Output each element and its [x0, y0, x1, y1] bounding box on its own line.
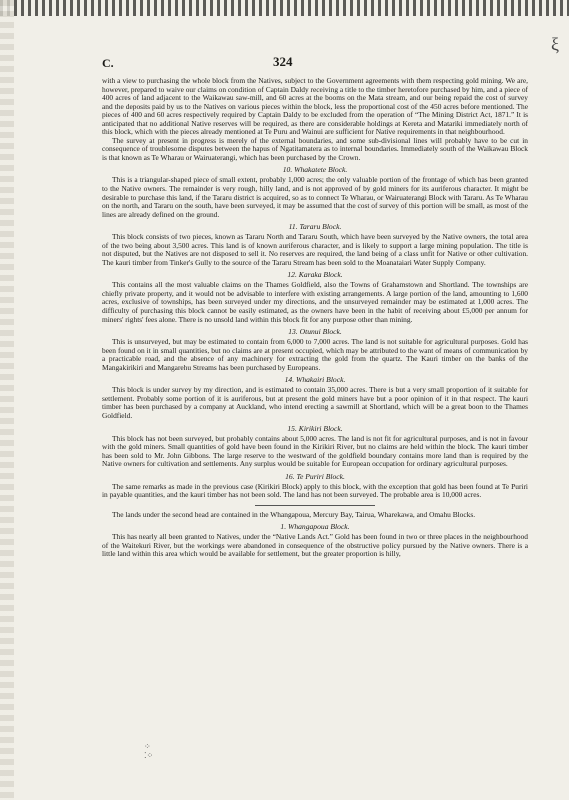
paragraph: This block has not been surveyed, but probably contains about 5,000 acres. The land is not fit for agricultural purposes, and is not in favour with the gold miners. Small quantities of gold have been found in the Kirikiri River, but no claims are held within the block. The kauri timber has been sold to Mr. John Gibbons. The large reserve to the westward of the goldfield boundary contains more land than is required by the Native owners for cultivation and settlements. Any surplus would be suitable for European occupation for ordinary agricultural purposes.: [102, 433, 528, 469]
page-number: 324: [273, 54, 293, 69]
paragraph: The same remarks as made in the previous case (Kirikiri Block) apply to this block, with the exception that gold has been found at Te Puriri in payable quantities, and the kauri timber has not been sold. The land has not been surveyed. The probable area is 10,000 acres.: [102, 481, 528, 500]
scan-edge-left: [0, 0, 14, 800]
section-heading: 15. Kirikiri Block.: [287, 423, 343, 433]
paragraph: This block consists of two pieces, known as Tararu North and Tararu South, which have been surveyed by the Native owners, the total area of the two being about 3,500 acres. This land is of known auriferous character, and is likely to support a large mining population. The title is not disputed, but the Natives are not disposed to sell it. No reserves are required, the land being of a class unfit for Native or other cultivation. The kauri timber from Tinker's Gully to the source of the Tararu Stream has been sold to the Moanataiari Water Supply Company.: [102, 232, 528, 267]
paragraph: with a view to purchasing the whole block from the Natives, subject to the Government agreements with them respecting gold mining. We are, however, prepared to waive our claims on condition of Captain Daldy receiving a title to the timber heretofore purchased by him, and a piece of 400 acres of land adjacent to the Waikawau saw-mill, and 60 acres at the booms on the Mata stream, and our being repaid the cost of survey and the deposits paid by us to the Natives on various pieces within the block, less the proportional cost of the 450 acres before mentioned. The pieces of 400 and 60 acres respectively required by Captain Daldy to be excluded from the operation of “The Mining District Act, 1871.” It is anticipated that no additional Native reserves will be required, as there are considerable holdings at Kereta and Matariki immediately north of this block, which with the pieces already mentioned at Te Puru and Wainui are sufficient for Native requirements in that neighbourhood.: [102, 76, 528, 137]
paragraph: This is a triangular-shaped piece of small extent, probably 1,000 acres; the only valuable portion of the frontage of which has been granted to the Native owners. The remainder is very rough, hilly land, and is not approved of by gold miners for its auriferous character. It might be desirable to purchase this land, if the Tararu district is acquired, so as to connect Te Wharau, or Wairuaterangi Block with Tararu. As Te Wharau on the north, and Tararu on the south, have been surveyed, it may be assumed that the cost of survey of this portion will be small, as most of the lines are already defined on the ground.: [102, 175, 528, 219]
paragraph: The lands under the second head are contained in the Whangapoua, Mercury Bay, Tairua, Wharekawa, and Omahu Blocks.: [112, 509, 476, 519]
paragraph: This block is under survey by my direction, and is estimated to contain 35,000 acres. There is but a very small proportion of it suitable for settlement. Probably some portion of it is auriferous, but at present the gold miners have but a poor opinion of it in that respect. The kauri timber has been purchased by a company at Auckland, who intend erecting a sawmill at Shortland, which will be a great boon to the Thames Goldfield.: [102, 385, 528, 420]
section-heading: 11. Tararu Block.: [288, 222, 342, 232]
section-heading: 10. Whakatete Block.: [282, 165, 348, 175]
section-heading: 14. Whakairi Block.: [284, 375, 346, 385]
page-letter: C.: [102, 56, 114, 70]
paragraph: This contains all the most valuable claims on the Thames Goldfield, also the Towns of Grahamstown and Shortland. The townships are chiefly private property, and it would not be advisable to interfere with existing arrangements. A large portion of the land, amounting to 1,600 acres, exclusive of townships, has been surveyed under my directions, and the unsurveyed remainder may be estimated at 1,000 acres. The difficulty of purchasing this block cannot be easily estimated, as the owners have been in the habit of receiving about £5,000 per annum for miners' rights' fees alone. There is no unsold land within this block fit for any purpose other than mining.: [102, 280, 528, 324]
section-heading: 1. Whangapoua Block.: [280, 522, 350, 532]
section-heading: 16. Te Puriri Block.: [285, 471, 345, 481]
scan-speckle: ⁘ ⁚⁘: [144, 742, 154, 760]
section-heading: 13. Otunui Block.: [288, 327, 342, 337]
paragraph: This is unsurveyed, but may be estimated to contain from 6,000 to 7,000 acres. The land is not suitable for agricultural purposes. Gold has been found on it in small quantities, but no claims are at present occupied, which may be attributed to the want of means of communication by a practicable road, and the absence of any machinery for extracting the gold from the quartz. The Kauri timber on the banks of the Mangakirikiri and Mangarehu Streams has been purchased by Europeans.: [102, 337, 528, 372]
scan-edge-top: [0, 0, 569, 16]
section-divider: [255, 505, 375, 506]
document-body: [102, 77, 528, 559]
corner-mark: ξ: [550, 34, 559, 54]
section-heading: 12. Karaka Block.: [287, 270, 343, 280]
paragraph: This has nearly all been granted to Natives, under the “Native Lands Act.” Gold has been found in two or three places in the neighbourhood of the Waitekuri River, but the workings were abandoned in consequence of the obstructive policy pursued by the Native owners. There is a little land within this area which would be available for settlement, but the greater proportion is hilly,: [102, 532, 528, 559]
paragraph: The survey at present in progress is merely of the external boundaries, and some sub-divisional lines will probably have to be cut in consequence of troublesome disputes between the hapus of Ngatitamatera as to internal boundaries. Immediately south of the Waikawau Block is that known as Te Wharau or Wairuaterangi, which has been purchased by the Crown.: [102, 135, 528, 162]
